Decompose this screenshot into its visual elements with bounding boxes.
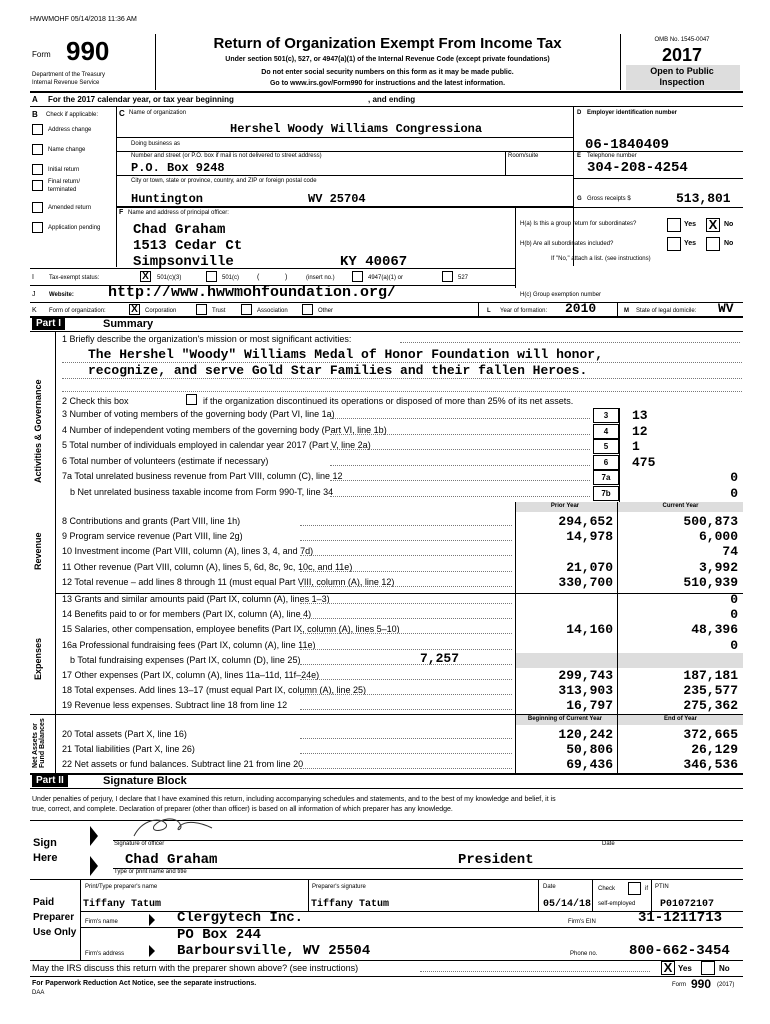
label-trust: Trust [212, 308, 226, 314]
financial-line-text: 17 Other expenses (Part IX, column (A), lines 11a–11d, 11f–24e) [62, 670, 320, 680]
current-year-value: 74 [722, 544, 738, 560]
line-a-ending: , and ending [368, 95, 416, 104]
check-caption: Check [598, 886, 616, 892]
checkbox-other[interactable] [302, 304, 313, 315]
line-i-label: I [32, 274, 34, 281]
beginning-year-header: Beginning of Current Year [527, 716, 603, 722]
tax-year: 2017 [661, 45, 703, 65]
checkbox-trust[interactable] [196, 304, 207, 315]
net-asset-line-dots [300, 768, 512, 769]
dept-irs: Internal Revenue Service [32, 80, 100, 86]
side-net-assets: Net Assets or Fund Balances [32, 718, 46, 768]
line-a-text: For the 2017 calendar year, or tax year beginning [48, 95, 234, 104]
preparer-sig-caption: Preparer's signature [312, 884, 366, 890]
officer-signature [130, 814, 220, 842]
subordinates-note: If "No," attach a list. (see instructions) [551, 256, 651, 262]
section-divider [30, 714, 743, 715]
part1-title: Summary [103, 318, 154, 330]
net-asset-line-dots [300, 738, 512, 739]
prior-column-left [515, 502, 516, 773]
omb-number: OMB No. 1545-0047 [654, 37, 710, 43]
label-insert-no: (insert no.) [306, 275, 335, 281]
financial-line-dots [300, 664, 512, 665]
side-revenue: Revenue [33, 532, 43, 570]
domicile-caption: State of legal domicile: [636, 308, 697, 314]
domicile-state: WV [718, 301, 734, 316]
label-application-pending: Application pending [48, 225, 101, 231]
label-501c-open-paren: ( [257, 274, 260, 281]
financial-line-text: b Total fundraising expenses (Part IX, column (D), line 25) [70, 654, 301, 665]
checkbox-address-change[interactable] [32, 124, 43, 135]
label-initial-return: Initial return [48, 167, 80, 173]
prior-column-right [617, 502, 618, 773]
mission-line-2: recognize, and serve Gold Star Families and their fallen Heroes. [88, 363, 588, 378]
street-caption: Number and street (or P.O. box if mail is not delivered to street address) [131, 153, 322, 159]
current-year-value: 500,873 [683, 514, 738, 529]
preparer-date-caption: Date [543, 884, 556, 890]
part1-label: Part I [32, 318, 65, 330]
checkbox-527[interactable] [442, 271, 453, 282]
firm-name-arrow [148, 913, 156, 927]
preparer-name-caption: Print/Type preparer's name [85, 884, 158, 890]
irs-discuss-question: May the IRS discuss this return with the preparer shown above? (see instructions) [32, 963, 359, 973]
paid-label: Paid [33, 897, 55, 908]
financial-line-dots [300, 555, 512, 556]
group-return-yes-label: Yes [684, 221, 697, 228]
firm-phone: 800-662-3454 [629, 943, 730, 959]
financial-line-dots [300, 633, 512, 634]
gov-line-text: 4 Number of independent voting members of the governing body (Part VI, line 1b) [62, 424, 387, 435]
room-caption: Room/suite [508, 153, 539, 159]
form-org-caption: Form of organization: [49, 308, 106, 314]
gov-line-dots [330, 434, 590, 435]
section-g-label: G [577, 196, 582, 202]
financial-line-text: 13 Grants and similar amounts paid (Part IX, column (A), lines 1–3) [62, 594, 330, 604]
org-city: Huntington [131, 192, 204, 206]
preparer-label: Preparer [33, 912, 75, 923]
paperwork-notice: For Paperwork Reduction Act Notice, see the separate instructions. [32, 980, 257, 987]
formation-caption: Year of formation: [500, 308, 548, 314]
line-j-label: J [32, 291, 36, 298]
financial-line-dots [300, 679, 512, 680]
gov-line-number: 7b [601, 488, 611, 498]
firm-ein: 31-1211713 [638, 910, 723, 926]
prior-year-value: 14,160 [566, 622, 613, 638]
prior-year-value: 14,978 [566, 529, 613, 545]
shaded-cell [515, 653, 743, 668]
timestamp-stamp: HWWMOHF 05/14/2018 11:36 AM [30, 16, 137, 23]
ptin-caption: PTIN [655, 884, 669, 890]
preparer-signature: Tiffany Tatum [311, 899, 390, 910]
financial-line-text: 19 Revenue less expenses. Subtract line 18 from line 12 [62, 700, 288, 711]
discuss-no-label: No [719, 964, 730, 973]
label-501c-close-paren: ) [285, 274, 288, 281]
open-public-1: Open to Public [650, 66, 714, 76]
checkbox-initial-return[interactable] [32, 164, 43, 175]
part2-label: Part II [32, 775, 68, 787]
group-exemption-caption: H(c) Group exemption number [520, 292, 602, 298]
gov-line-dots [330, 496, 590, 497]
checkbox-discontinued[interactable] [186, 394, 197, 405]
label-address-change: Address change [48, 127, 92, 133]
officer-name: Chad Graham [125, 852, 218, 868]
financial-line-text: 18 Total expenses. Add lines 13–17 (must equal Part IX, column (A), line 25) [62, 685, 367, 696]
gov-line-value: 12 [632, 423, 648, 439]
checkbox-amended-return[interactable] [32, 202, 43, 213]
current-year-value: 187,181 [683, 668, 738, 683]
firm-name: Clergytech Inc. [177, 910, 304, 926]
gov-line-value: 0 [730, 470, 738, 485]
mission-line-1: The Hershel "Woody" Williams Medal of Honor Foundation will honor, [88, 347, 603, 362]
financial-line-text: 8 Contributions and grants (Part VIII, line 1h) [62, 516, 241, 526]
footer-form-year: (2017) [717, 982, 735, 988]
group-return-question: H(a) Is this a group return for subordinates? [520, 221, 637, 227]
line-2-text: 2 Check this box [62, 396, 129, 406]
label-501c: 501(c) [222, 275, 240, 281]
section-b-title: Check if applicable: [46, 112, 99, 118]
financial-line-dots [300, 540, 512, 541]
financial-line-dots [300, 603, 512, 604]
website-url[interactable]: http://www.hwwmohfoundation.org/ [108, 284, 397, 301]
form-subtitle-2: Do not enter social security numbers on this form as it may be made public. [261, 69, 514, 76]
section-b-label: B [32, 110, 38, 119]
form-number: 990 [66, 36, 110, 66]
net-asset-line-dots [300, 753, 512, 754]
side-activities-governance: Activities & Governance [33, 379, 43, 483]
ein-caption: Employer identification number [587, 110, 678, 116]
type-name-caption: Type or print name and title [114, 869, 187, 875]
financial-line-dots [300, 571, 512, 572]
gov-line-text: 5 Total number of individuals employed in calendar year 2017 (Part V, line 2a) [62, 440, 371, 450]
gov-line-value: 475 [632, 454, 656, 470]
checkbox-501c[interactable] [206, 271, 217, 282]
gov-line-number: 3 [603, 411, 609, 420]
subordinates-yes-label: Yes [684, 240, 697, 247]
financial-line-text: 10 Investment income (Part VIII, column (A), lines 3, 4, and 7d) [62, 546, 314, 557]
gov-value-divider [619, 408, 620, 502]
subordinates-question: H(b) Are all subordinates included? [520, 241, 614, 247]
financial-line-text: 16a Professional fundraising fees (Part IX, column (A), line 11e) [62, 639, 316, 650]
daa-label: DAA [32, 990, 45, 996]
group-return-no-label: No [724, 221, 734, 228]
checkbox-name-change[interactable] [32, 144, 43, 155]
if-caption: if [645, 886, 648, 892]
firm-address-1: PO Box 244 [177, 927, 262, 943]
principal-state-zip: KY 40067 [340, 254, 408, 270]
firm-address-arrow [148, 944, 156, 958]
footer-form-word: Form [672, 982, 686, 988]
current-year-value: 235,577 [683, 683, 738, 699]
gross-caption: Gross receipts $ [587, 196, 631, 202]
tax-exempt-caption: Tax-exempt status: [49, 275, 100, 281]
fundraising-total: 7,257 [420, 651, 460, 666]
financial-line-dots [300, 525, 512, 526]
line-m-label: M [624, 308, 629, 314]
form-title: Return of Organization Exempt From Income Tax [213, 35, 562, 52]
line-1-text: 1 Briefly describe the organization's mission or most significant activities: [62, 334, 352, 344]
form-subtitle-3: Go to www.irs.gov/Form990 for instructions and the latest information. [269, 80, 506, 87]
preparer-ptin: P01072107 [660, 899, 715, 910]
signature-date-caption: Date [602, 841, 615, 847]
line-2-text-b: if the organization discontinued its operations or disposed of more than 25% of its net assets. [203, 396, 574, 406]
line-l-label: L [487, 308, 491, 314]
firm-name-caption: Firm's name [85, 919, 118, 925]
financial-line-text: 14 Benefits paid to or for members (Part IX, column (A), line 4) [62, 609, 312, 620]
side-expenses: Expenses [33, 637, 43, 680]
label-name-change: Name change [48, 147, 86, 153]
end-year-header: End of Year [664, 716, 697, 722]
discuss-yes-checkbox[interactable]: X [661, 961, 675, 975]
sign-label: Sign [33, 837, 57, 849]
perjury-line-1: Under penalties of perjury, I declare that I have examined this return, including accompanying schedules and statements, and to the best of my knowledge and belief, it is [32, 796, 556, 803]
footer-form-number: 990 [691, 977, 712, 991]
org-name: Hershel Woody Williams Congressiona [230, 122, 483, 136]
prior-year-value: 313,903 [558, 683, 613, 699]
end-year-value: 26,129 [691, 742, 738, 758]
self-employed-caption: self-employed [598, 901, 636, 907]
net-asset-line-text: 22 Net assets or fund balances. Subtract line 21 from line 20 [62, 759, 304, 770]
org-phone: 304-208-4254 [587, 160, 688, 176]
current-year-value: 0 [730, 607, 738, 623]
gov-line-text: 7a Total unrelated business revenue from Part VIII, column (C), line 12 [62, 471, 343, 481]
gov-line-value: 0 [730, 485, 738, 501]
current-year-value: 6,000 [698, 529, 738, 545]
principal-city: Simpsonville [133, 254, 234, 270]
current-year-value: 0 [730, 592, 738, 607]
city-caption: City or town, state or province, country, and ZIP or foreign postal code [131, 178, 317, 184]
subordinates-no-label: No [724, 240, 734, 247]
dba-caption: Doing business as [131, 141, 181, 147]
firm-address-caption: Firm's address [85, 951, 125, 957]
line-a-label: A [32, 95, 38, 104]
subordinates-no-checkbox[interactable] [706, 237, 720, 251]
end-year-value: 346,536 [683, 757, 738, 773]
checkbox-corporation[interactable]: X [129, 304, 140, 315]
financial-line-dots [300, 649, 512, 650]
website-caption: Website: [49, 292, 74, 298]
org-street: P.O. Box 9248 [131, 161, 225, 175]
use-only-label: Use Only [33, 927, 77, 938]
section-c-label: C [119, 109, 125, 118]
gov-line-text: b Net unrelated business taxable income from Form 990-T, line 34 [70, 486, 334, 497]
label-527: 527 [458, 275, 469, 281]
checkbox-4947[interactable] [352, 271, 363, 282]
gov-line-text: 6 Total number of volunteers (estimate if necessary) [62, 455, 269, 466]
gov-line-dots [330, 418, 590, 419]
officer-title: President [458, 852, 534, 868]
subordinates-yes-checkbox[interactable] [667, 237, 681, 251]
principal-name: Chad Graham [133, 222, 226, 238]
financial-line-text: 9 Program service revenue (Part VIII, line 2g) [62, 531, 243, 542]
gov-line-text: 3 Number of voting members of the governing body (Part VI, line 1a) [62, 409, 335, 419]
current-year-value: 510,939 [683, 574, 738, 590]
self-employed-checkbox[interactable] [628, 882, 641, 895]
dept-treasury: Department of the Treasury [32, 72, 106, 78]
financial-line-dots [300, 618, 512, 619]
line-k-label: K [32, 307, 37, 314]
gov-line-number: 5 [603, 442, 609, 451]
net-asset-line-text: 21 Total liabilities (Part X, line 26) [62, 744, 195, 755]
gov-line-dots [330, 480, 590, 481]
principal-street: 1513 Cedar Ct [133, 238, 243, 254]
label-4947: 4947(a)(1) or [368, 275, 404, 281]
form-subtitle-1: Under section 501(c), 527, or 4947(a)(1) of the Internal Revenue Code (except private foundations) [225, 56, 550, 63]
financial-line-dots [300, 694, 512, 695]
section-f-label: F [119, 209, 124, 216]
gov-line-number: 6 [603, 457, 609, 467]
label-association: Association [257, 308, 288, 314]
label-amended-return: Amended return [48, 205, 92, 211]
beginning-year-value: 50,806 [566, 742, 613, 758]
beginning-year-value: 120,242 [558, 727, 613, 742]
org-state-zip: WV 25704 [308, 192, 366, 206]
label-other: Other [318, 308, 334, 314]
current-year-value: 3,992 [698, 559, 738, 575]
part2-title: Signature Block [103, 775, 187, 787]
current-year-header: Current Year [662, 503, 699, 509]
current-year-value: 48,396 [691, 622, 738, 638]
preparer-name: Tiffany Tatum [83, 899, 162, 910]
sign-arrows [88, 822, 100, 878]
signature-caption: Signature of officer [114, 841, 165, 847]
discuss-yes-label: Yes [678, 964, 692, 973]
gross-receipts: 513,801 [676, 191, 731, 206]
form-word: Form [32, 50, 51, 59]
here-label: Here [33, 852, 58, 864]
beginning-year-value: 69,436 [566, 757, 613, 773]
financial-line-text: 12 Total revenue – add lines 8 through 11 (must equal Part VIII, column (A), line 12) [62, 576, 395, 587]
prior-year-value: 299,743 [558, 668, 613, 683]
prior-year-header: Prior Year [550, 503, 580, 509]
discuss-no-checkbox[interactable] [701, 961, 715, 975]
group-return-no-checkbox[interactable]: X [706, 218, 720, 232]
financial-line-dots [300, 586, 512, 587]
net-asset-line-text: 20 Total assets (Part X, line 16) [62, 729, 187, 739]
firm-phone-caption: Phone no. [570, 951, 598, 957]
perjury-line-2: true, correct, and complete. Declaration of preparer (other than officer) is based on all information of which preparer has any knowledge. [32, 806, 453, 813]
financial-line-text: 15 Salaries, other compensation, employee benefits (Part IX, column (A), lines 5–10) [62, 624, 400, 635]
financial-line-text: 11 Other revenue (Part VIII, column (A), lines 5, 6d, 8c, 9c, 10c, and 11e) [62, 561, 353, 572]
end-year-value: 372,665 [683, 727, 738, 742]
phone-caption: Telephone number [587, 153, 637, 159]
label-501c3: 501(c)(3) [157, 275, 182, 281]
gov-line-dots [330, 465, 590, 466]
org-name-caption: Name of organization [129, 110, 187, 116]
preparer-date: 05/14/18 [543, 899, 592, 910]
checkbox-final-return[interactable] [32, 180, 43, 191]
section-e-label: E [577, 153, 582, 159]
firm-address-2: Barboursville, WV 25504 [177, 943, 371, 959]
prior-year-value: 330,700 [558, 574, 613, 590]
label-corporation: Corporation [145, 308, 177, 314]
current-year-value: 275,362 [683, 698, 738, 714]
financial-line-dots [300, 709, 512, 710]
gov-line-number: 4 [603, 426, 609, 436]
current-year-value: 0 [730, 637, 738, 653]
formation-year: 2010 [565, 301, 597, 316]
checkbox-application-pending[interactable] [32, 222, 43, 233]
open-public-2: Inspection [659, 77, 705, 87]
org-ein: 06-1840409 [585, 137, 670, 153]
group-return-yes-checkbox[interactable] [667, 218, 681, 232]
gov-line-value: 13 [632, 408, 648, 423]
checkbox-501c3[interactable]: X [140, 271, 151, 282]
prior-year-value: 294,652 [558, 514, 613, 529]
firm-ein-caption: Firm's EIN [568, 919, 596, 925]
gov-line-number: 7a [601, 473, 611, 482]
gov-line-value: 1 [632, 439, 640, 454]
principal-caption: Name and address of principal officer: [128, 210, 229, 216]
label-final-return: Final return/ terminated [48, 179, 81, 193]
gov-line-dots [330, 449, 590, 450]
prior-year-value: 21,070 [566, 559, 613, 575]
checkbox-association[interactable] [241, 304, 252, 315]
prior-year-value: 16,797 [566, 698, 613, 714]
section-d-label: D [577, 110, 582, 116]
